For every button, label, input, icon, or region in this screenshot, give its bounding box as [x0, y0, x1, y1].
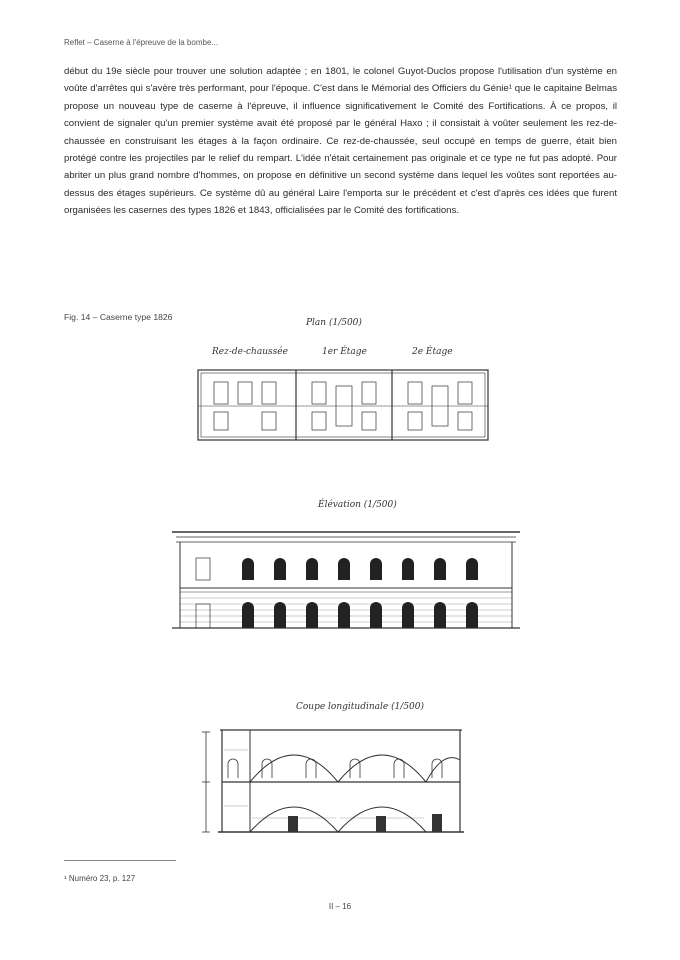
figure-caption: Fig. 14 – Caserne type 1826 — [64, 312, 173, 322]
running-header: Reflet – Caserne à l'épreuve de la bombe... — [64, 38, 219, 47]
plan-label-first-floor: 1er Étage — [322, 347, 367, 357]
elevation-drawing — [172, 522, 520, 634]
page-number: II – 16 — [328, 902, 352, 911]
footnote: ¹ Numéro 23, p. 127 — [64, 874, 136, 883]
plan-label-ground-floor: Rez-de-chaussée — [212, 347, 288, 357]
section-drawing — [200, 720, 470, 838]
elevation-title: Élévation (1/500) — [318, 500, 397, 510]
plan-title: Plan (1/500) — [306, 318, 362, 328]
section-title: Coupe longitudinale (1/500) — [296, 702, 425, 712]
footnote-divider — [64, 860, 176, 861]
plan-label-second-floor: 2e Étage — [412, 347, 453, 357]
floor-plan-drawing — [192, 362, 492, 446]
body-paragraph: début du 19e siècle pour trouver une solution adaptée ; en 1801, le colonel Guyot-Duclos propose l'utilisation d'un système en voûte d'arrêtes qui s'avère très performant, pour l'époque. C'est dans le Mémorial des Officiers du Génie¹ que le capitaine Belmas propose un nouveau type de caserne à l'épreuve, il influence significativement le Comité des Fortifications. À ce propos, il convient de signaler qu'un premier système avait été proposé par le général Haxo ; il consistait à voûter seulement les rez-de-chaussée en construisant les étages à la façon ordinaire. Ce rez-de-chaussée, seul occupé en temps de guerre, était bien protégé contre les projectiles par le relief du rempart. L'idée n'était certainement pas originale et ce type ne fut pas adopté. Pour abriter un plus grand nombre d'hommes, on propose en définitive un second système dans lequel les voûtes sont reportées au-dessus des étages supérieurs. Ce système dû au général Laire l'emporta sur le précédent et c'est d'après ces idées que furent organisées les casernes des types 1826 et 1843, officialisées par le Comité des fortifications. — [64, 66, 617, 217]
